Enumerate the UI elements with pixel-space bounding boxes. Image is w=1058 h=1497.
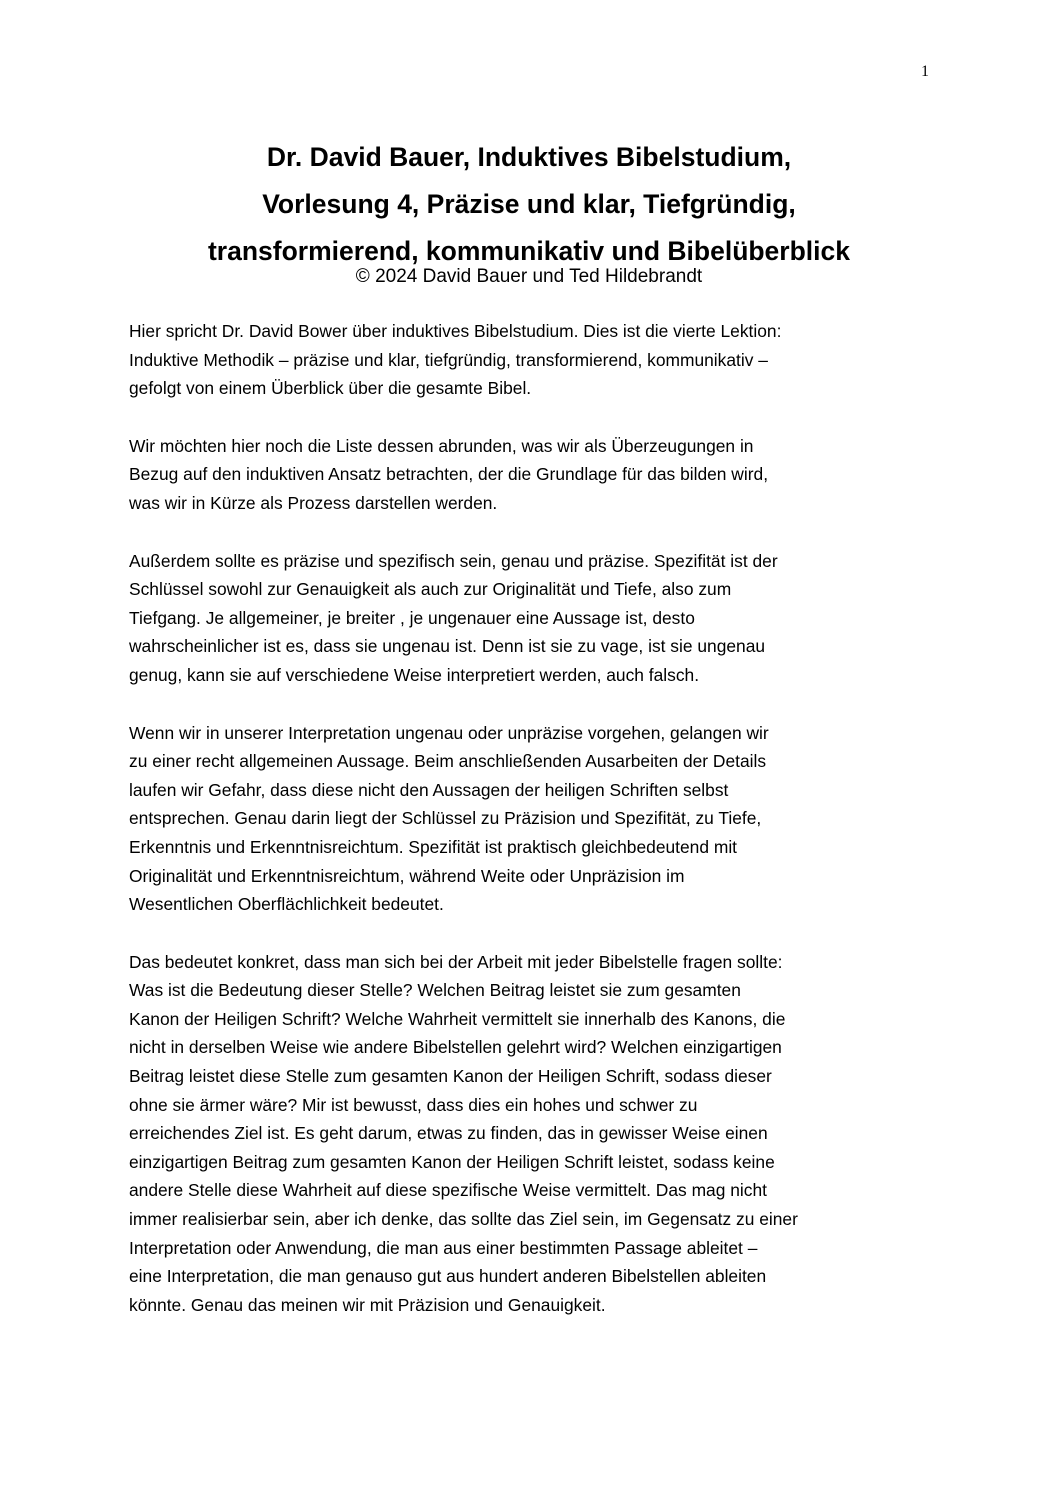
paragraph-line: entsprechen. Genau darin liegt der Schlüssel zu Präzision und Spezifität, zu Tiefe, bbox=[129, 808, 762, 829]
paragraph-line: andere Stelle diese Wahrheit auf diese spezifische Weise vermittelt. Das mag nicht bbox=[129, 1180, 767, 1201]
paragraph-line: Erkenntnis und Erkenntnisreichtum. Spezifität ist praktisch gleichbedeutend mit bbox=[129, 836, 738, 857]
paragraph-line: Induktive Methodik – präzise und klar, tiefgründig, transformierend, kommunikativ – bbox=[129, 349, 768, 370]
paragraph-line: Beitrag leistet diese Stelle zum gesamten Kanon der Heiligen Schrift, sodass dieser bbox=[129, 1066, 772, 1087]
paragraph-line: wahrscheinlicher ist es, dass sie ungenau ist. Denn ist sie zu vage, ist sie ungenau bbox=[129, 636, 766, 657]
title-line: transformierend, kommunikativ und Bibelüberblick bbox=[207, 236, 851, 266]
paragraph-line: nicht in derselben Weise wie andere Bibelstellen gelehrt wird? Welchen einzigartigen bbox=[129, 1037, 782, 1058]
paragraph-line: Wesentlichen Oberflächlichkeit bedeutet. bbox=[129, 894, 444, 915]
paragraph bbox=[129, 317, 949, 403]
paragraph-line: was wir in Kürze als Prozess darstellen werden. bbox=[129, 492, 498, 513]
paragraph-line: zu einer recht allgemeinen Aussage. Beim anschließenden Ausarbeiten der Details bbox=[129, 751, 767, 772]
paragraph-line: könnte. Genau das meinen wir mit Präzision und Genauigkeit. bbox=[129, 1294, 606, 1315]
paragraph-line: Hier spricht Dr. David Bower über induktives Bibelstudium. Dies ist die vierte Lektion: bbox=[129, 321, 782, 341]
paragraph-line: ohne sie ärmer wäre? Mir ist bewusst, dass dies ein hohes und schwer zu bbox=[129, 1094, 698, 1115]
page-number: 1 bbox=[921, 63, 929, 80]
paragraph-line: Tiefgang. Je allgemeiner, je breiter , je ungenauer eine Aussage ist, desto bbox=[129, 607, 695, 628]
document-title bbox=[100, 134, 958, 275]
paragraph-line: Interpretation oder Anwendung, die man aus einer bestimmten Passage ableitet – bbox=[129, 1237, 758, 1258]
paragraph-line: einzigartigen Beitrag zum gesamten Kanon der Heiligen Schrift leistet, sodass keine bbox=[129, 1151, 775, 1172]
paragraph bbox=[129, 432, 949, 518]
paragraph-line: genug, kann sie auf verschiedene Weise interpretiert werden, auch falsch. bbox=[129, 664, 700, 685]
paragraph-line: Originalität und Erkenntnisreichtum, während Weite oder Unpräzision im bbox=[129, 865, 685, 886]
paragraph-line: Was ist die Bedeutung dieser Stelle? Welchen Beitrag leistet sie zum gesamten bbox=[129, 980, 741, 1001]
paragraph bbox=[129, 547, 949, 690]
paragraph-line: gefolgt von einem Überblick über die gesamte Bibel. bbox=[129, 378, 532, 399]
paragraph-line: Schlüssel sowohl zur Genauigkeit als auch zur Originalität und Tiefe, also zum bbox=[129, 579, 732, 600]
paragraph bbox=[129, 948, 949, 1320]
paragraph-line: Wenn wir in unserer Interpretation ungenau oder unpräzise vorgehen, gelangen wir bbox=[129, 722, 769, 743]
paragraph-line: Außerdem sollte es präzise und spezifisch sein, genau und präzise. Spezifität ist der bbox=[129, 550, 778, 571]
paragraph-line: Wir möchten hier noch die Liste dessen abrunden, was wir als Überzeugungen in bbox=[129, 435, 754, 456]
paragraph-line: laufen wir Gefahr, dass diese nicht den Aussagen der heiligen Schriften selbst bbox=[129, 779, 729, 800]
paragraph-line: Kanon der Heiligen Schrift? Welche Wahrheit vermittelt sie innerhalb des Kanons, die bbox=[129, 1008, 786, 1029]
title-line: Dr. David Bauer, Induktives Bibelstudium, bbox=[266, 142, 792, 172]
copyright-notice: © 2024 David Bauer und Ted Hildebrandt bbox=[355, 266, 703, 287]
paragraph-line: Bezug auf den induktiven Ansatz betrachten, der die Grundlage für das bilden wird, bbox=[129, 464, 769, 485]
paragraph bbox=[129, 719, 949, 919]
paragraph-line: Das bedeutet konkret, dass man sich bei der Arbeit mit jeder Bibelstelle fragen sollte: bbox=[129, 951, 783, 972]
document-body bbox=[129, 317, 949, 1348]
paragraph-line: eine Interpretation, die man genauso gut aus hundert anderen Bibelstellen ableiten bbox=[129, 1266, 767, 1287]
title-line: Vorlesung 4, Präzise und klar, Tiefgründig, bbox=[262, 189, 796, 219]
paragraph-line: immer realisierbar sein, aber ich denke, das sollte das Ziel sein, im Gegensatz zu einer bbox=[129, 1209, 798, 1230]
paragraph-line: erreichendes Ziel ist. Es geht darum, etwas zu finden, das in gewisser Weise einen bbox=[129, 1123, 768, 1144]
